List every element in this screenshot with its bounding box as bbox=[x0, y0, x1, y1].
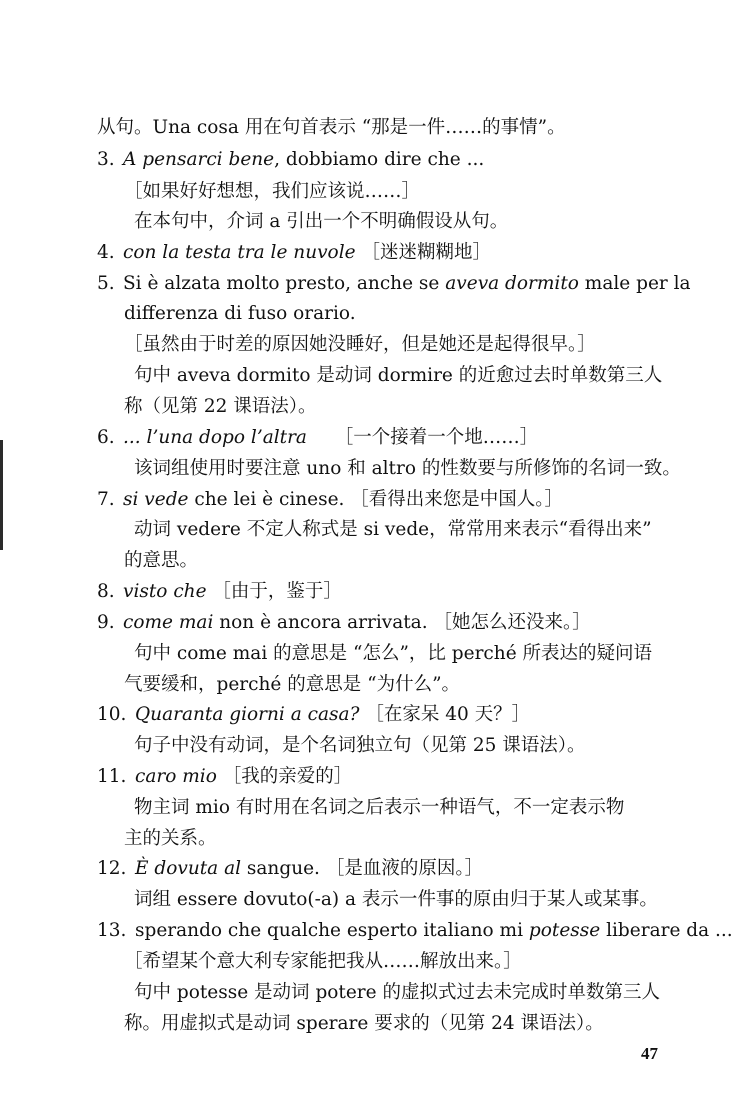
line-text: 在本句中，介词 a 引出一个不明确假设从句。 bbox=[134, 211, 509, 232]
line-text: 该词组使用时要注意 uno 和 altro 的性数要与所修饰的名词一致。 bbox=[134, 458, 681, 479]
note-13-line bbox=[97, 919, 733, 943]
note-number: 8. bbox=[97, 581, 115, 602]
page-number: 47 bbox=[641, 1044, 658, 1063]
line-text: che lei è cinese. ［看得出来您是中国人。］ bbox=[188, 489, 564, 510]
explanation-line bbox=[134, 734, 586, 758]
explanation-line bbox=[134, 796, 624, 820]
explanation-line bbox=[134, 364, 662, 388]
italian-phrase: A pensarci bene bbox=[123, 149, 275, 170]
italian-phrase: È dovuta al bbox=[135, 858, 242, 879]
line-text: non è ancora arrivata. ［她怎么还没来。］ bbox=[213, 612, 591, 633]
translation-line bbox=[124, 333, 596, 357]
italian-phrase: ... l’una dopo l’altra bbox=[123, 427, 307, 448]
line-text: ［在家呆 40 天？］ bbox=[359, 704, 531, 725]
italian-phrase: Quaranta giorni a casa? bbox=[135, 704, 360, 725]
note-10-line bbox=[97, 703, 530, 727]
note-6-line bbox=[97, 426, 538, 450]
line-text: 气要缓和，perché 的意思是 “为什么”。 bbox=[124, 674, 461, 695]
note-7-line bbox=[97, 488, 563, 512]
line-text: 称。用虚拟式是动词 sperare 要求的（见第 24 课语法）。 bbox=[124, 1013, 604, 1034]
italian-phrase: si vede bbox=[123, 489, 189, 510]
line-text: 词组 essere dovuto(-a) a 表示一件事的原由归于某人或某事。 bbox=[134, 889, 658, 910]
line-text: ［希望某个意大利专家能把我从……解放出来。］ bbox=[124, 951, 522, 972]
note-4-line bbox=[97, 241, 491, 265]
line-text: ［我的亲爱的］ bbox=[216, 766, 353, 787]
line-text: ［一个接着一个地……］ bbox=[306, 427, 539, 448]
note-number: 9. bbox=[97, 612, 115, 633]
explanation-line bbox=[134, 981, 660, 1005]
line-text: differenza di fuso orario. bbox=[124, 303, 356, 324]
line-text: 句中 aveva dormito 是动词 dormire 的近愈过去时单数第三人 bbox=[134, 365, 663, 386]
note-number: 10. bbox=[97, 704, 127, 725]
line-text: 动词 vedere 不定人称式是 si vede，常常用来表示“看得出来” bbox=[134, 519, 652, 540]
line-text: Si è alzata molto presto, anche se bbox=[123, 273, 446, 294]
italian-phrase: potesse bbox=[528, 920, 601, 941]
line-text: 句中 potesse 是动词 potere 的虚拟式过去未完成时单数第三人 bbox=[134, 982, 660, 1003]
explanation-line bbox=[124, 673, 460, 697]
italian-phrase: come mai bbox=[123, 612, 214, 633]
note-number: 11. bbox=[97, 766, 127, 787]
note-number: 6. bbox=[97, 427, 115, 448]
explanation-line bbox=[124, 827, 217, 851]
note-number: 3. bbox=[97, 149, 115, 170]
note-number: 4. bbox=[97, 242, 115, 263]
note-number: 12. bbox=[97, 858, 127, 879]
italian-phrase: con la testa tra le nuvole bbox=[123, 242, 356, 263]
note-11-line bbox=[97, 765, 352, 789]
line-text: 的意思。 bbox=[124, 550, 199, 571]
note-12-line bbox=[97, 857, 483, 881]
line-text: , dobbiamo dire che ... bbox=[274, 149, 485, 170]
text-line bbox=[97, 116, 566, 140]
line-text: 从句。Una cosa 用在句首表示 “那是一件……的事情”。 bbox=[97, 117, 566, 138]
line-text: 物主词 mio 有时用在名词之后表示一种语气，不一定表示物 bbox=[134, 797, 625, 818]
note-5-line bbox=[97, 272, 691, 296]
line-text: ［由于，鉴于］ bbox=[206, 581, 342, 602]
note-8-line bbox=[97, 580, 342, 604]
line-text: 主的关系。 bbox=[124, 828, 217, 849]
line-text: sangue. ［是血液的原因。］ bbox=[241, 858, 484, 879]
explanation-line bbox=[134, 642, 652, 666]
line-text: male per la bbox=[578, 273, 691, 294]
line-text: 称（见第 22 课语法）。 bbox=[124, 396, 317, 417]
translation-line bbox=[124, 180, 420, 204]
explanation-line bbox=[124, 1012, 604, 1036]
note-9-line bbox=[97, 611, 591, 635]
line-text: liberare da ... bbox=[600, 920, 733, 941]
line-text: ［迷迷糊糊地］ bbox=[355, 242, 491, 263]
explanation-line bbox=[124, 395, 317, 419]
explanation-line bbox=[134, 457, 681, 481]
note-number: 13. bbox=[97, 920, 127, 941]
explanation-line bbox=[134, 888, 658, 912]
explanation-line bbox=[124, 549, 198, 573]
explanation-line bbox=[134, 210, 508, 234]
italian-phrase: caro mio bbox=[135, 766, 217, 787]
line-text: 句子中没有动词，是个名词独立句（见第 25 课语法）。 bbox=[134, 735, 586, 756]
line-text: ［虽然由于时差的原因她没睡好，但是她还是起得很早。］ bbox=[124, 334, 596, 355]
text-line bbox=[124, 302, 356, 326]
italian-phrase: aveva dormito bbox=[445, 273, 579, 294]
page-edge-mark bbox=[0, 440, 3, 550]
line-text: sperando che qualche esperto italiano mi bbox=[135, 920, 529, 941]
line-text: ［如果好好想想，我们应该说……］ bbox=[124, 181, 421, 202]
line-text: 句中 come mai 的意思是 “怎么”，比 perché 所表达的疑问语 bbox=[134, 643, 653, 664]
note-number: 7. bbox=[97, 489, 115, 510]
explanation-line bbox=[134, 518, 652, 542]
note-3-line bbox=[97, 148, 484, 172]
italian-phrase: visto che bbox=[123, 581, 207, 602]
translation-line bbox=[124, 950, 522, 974]
note-number: 5. bbox=[97, 273, 115, 294]
